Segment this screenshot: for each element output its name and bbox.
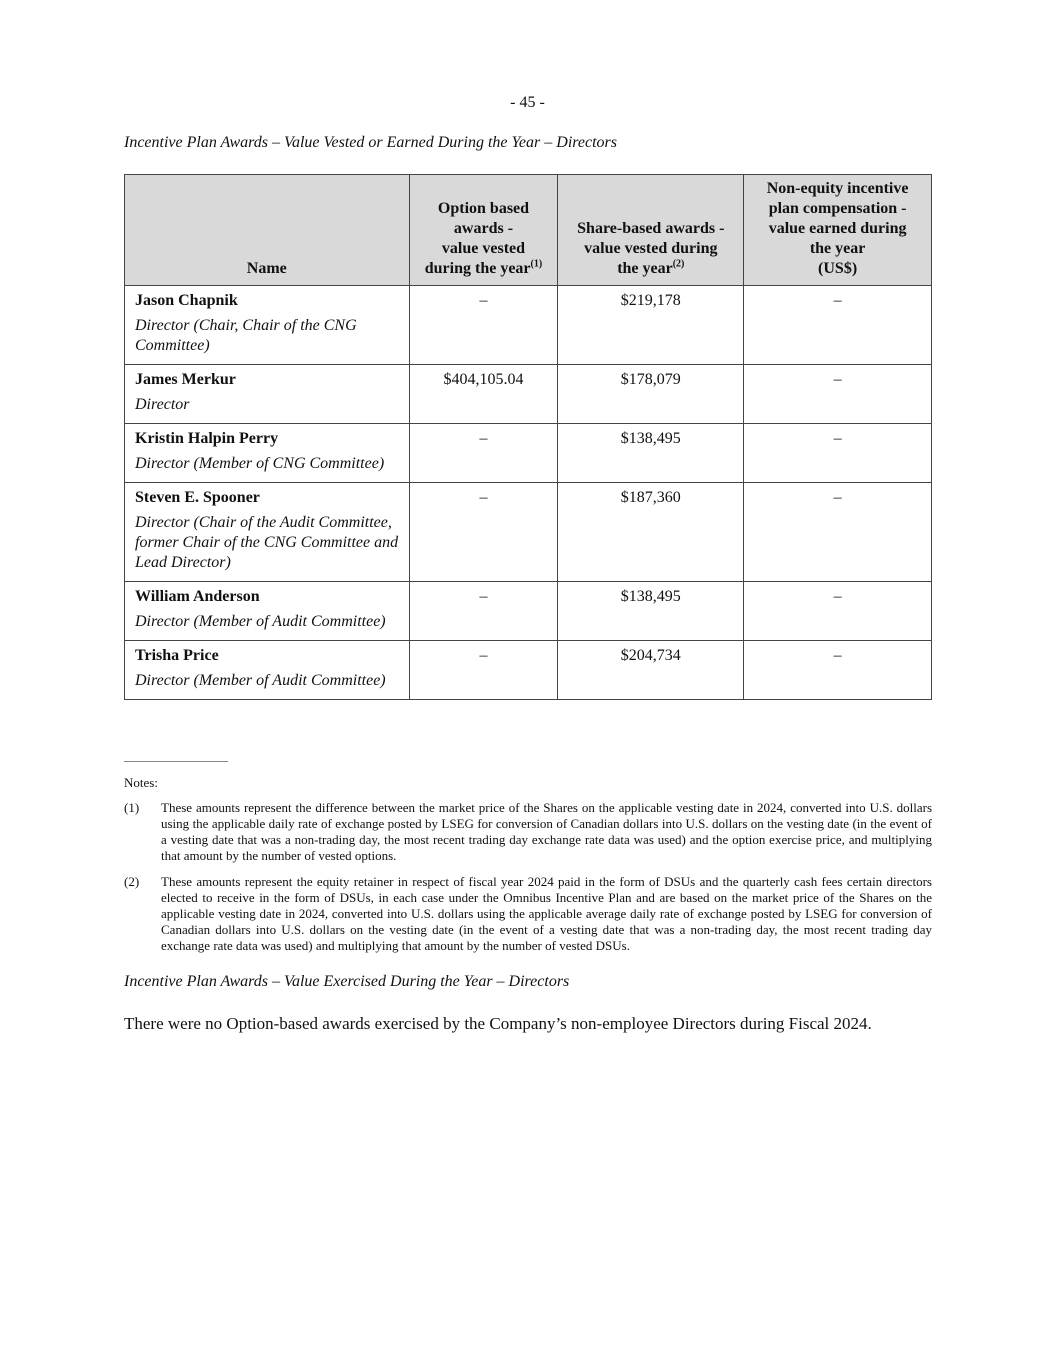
footnote-number: (1) — [124, 800, 140, 815]
footnote-2 — [124, 874, 932, 954]
share-value: $178,079 — [558, 365, 744, 424]
director-awards-table — [124, 174, 932, 700]
option-value: – — [409, 641, 558, 700]
director-name: Trisha Price — [135, 647, 219, 664]
nonequity-value: – — [744, 365, 932, 424]
table-row — [125, 582, 932, 641]
footnote-number: (2) — [124, 874, 140, 889]
footnote-1 — [124, 800, 932, 864]
director-name: Steven E. Spooner — [135, 489, 260, 506]
option-value: – — [409, 424, 558, 483]
option-value: – — [409, 286, 558, 365]
header-share-based: Share-based awards - value vested during the year$^{(2)}$ — [558, 175, 744, 286]
director-role: Director (Member of Audit Committee) — [135, 672, 386, 689]
option-value: – — [409, 483, 558, 582]
table-row — [125, 365, 932, 424]
page-number: - 45 - — [510, 94, 545, 111]
table-header-row — [125, 175, 932, 286]
director-cell — [125, 286, 410, 365]
director-name: James Merkur — [135, 371, 236, 388]
nonequity-value: – — [744, 424, 932, 483]
nonequity-value: – — [744, 582, 932, 641]
body-paragraph: There were no Option-based awards exercised by the Company’s non-employee Directors during Fiscal 2024. — [124, 1014, 872, 1033]
director-role: Director (Member of CNG Committee) — [135, 455, 385, 472]
director-role: Director (Chair, Chair of the CNG Committee) — [135, 317, 357, 354]
table-row — [125, 483, 932, 582]
director-name: Jason Chapnik — [135, 292, 238, 309]
footnote-text: These amounts represent the difference between the market price of the Shares on the applicable vesting date in 2024, converted into U.S. dollars using the applicable daily rate of exchange posted by LSEG for conversion of Canadian dollars into U.S. dollars on the vesting date (in the event of a vesting date that was a non-trading day, the most recent trading day exchange rate data was used) and the option exercise price, and multiplying that amount by the number of vested options. — [161, 800, 932, 863]
share-value: $138,495 — [558, 424, 744, 483]
option-value: $404,105.04 — [409, 365, 558, 424]
director-cell — [125, 641, 410, 700]
director-cell — [125, 483, 410, 582]
header-non-equity: Non-equity incentive plan compensation - value earned during the year (US$) — [744, 175, 932, 286]
share-value: $204,734 — [558, 641, 744, 700]
option-value: – — [409, 582, 558, 641]
table-row — [125, 424, 932, 483]
director-cell — [125, 365, 410, 424]
notes-label: Notes: — [124, 775, 158, 790]
header-option-based: Option based awards - value vested during the year$^{(1)}$ — [409, 175, 558, 286]
nonequity-value: – — [744, 641, 932, 700]
share-value: $138,495 — [558, 582, 744, 641]
footnote-text: These amounts represent the equity retainer in respect of fiscal year 2024 paid in the form of DSUs and the quarterly cash fees certain directors elected to receive in the form of DSUs, in each case under the Omnibus Incentive Plan and are based on the market price of the Shares on the applicable vesting date in 2024, converted into U.S. dollars using the applicable average daily rate of exchange posted by LSEG for conversion of Canadian dollars into U.S. dollars on the vesting date (in the event of a vesting date that was a non-trading day, the most recent trading day exchange rate data was used) and multiplying that amount by the number of vested DSUs. — [161, 874, 932, 953]
section-title-value-vested: Incentive Plan Awards – Value Vested or Earned During the Year – Directors — [124, 134, 617, 151]
director-name: Kristin Halpin Perry — [135, 430, 279, 447]
nonequity-value: – — [744, 286, 932, 365]
section-title-value-exercised: Incentive Plan Awards – Value Exercised During the Year – Directors — [124, 973, 570, 990]
nonequity-value: – — [744, 483, 932, 582]
header-name: Name — [125, 175, 410, 286]
share-value: $219,178 — [558, 286, 744, 365]
director-name: William Anderson — [135, 588, 260, 605]
director-role: Director (Member of Audit Committee) — [135, 613, 386, 630]
director-role: Director — [135, 396, 190, 413]
director-cell — [125, 582, 410, 641]
notes-divider — [124, 761, 228, 762]
director-cell — [125, 424, 410, 483]
share-value: $187,360 — [558, 483, 744, 582]
table-row — [125, 641, 932, 700]
table-row — [125, 286, 932, 365]
director-role: Director (Chair of the Audit Committee, former Chair of the CNG Committee and Lead Director) — [135, 514, 399, 571]
